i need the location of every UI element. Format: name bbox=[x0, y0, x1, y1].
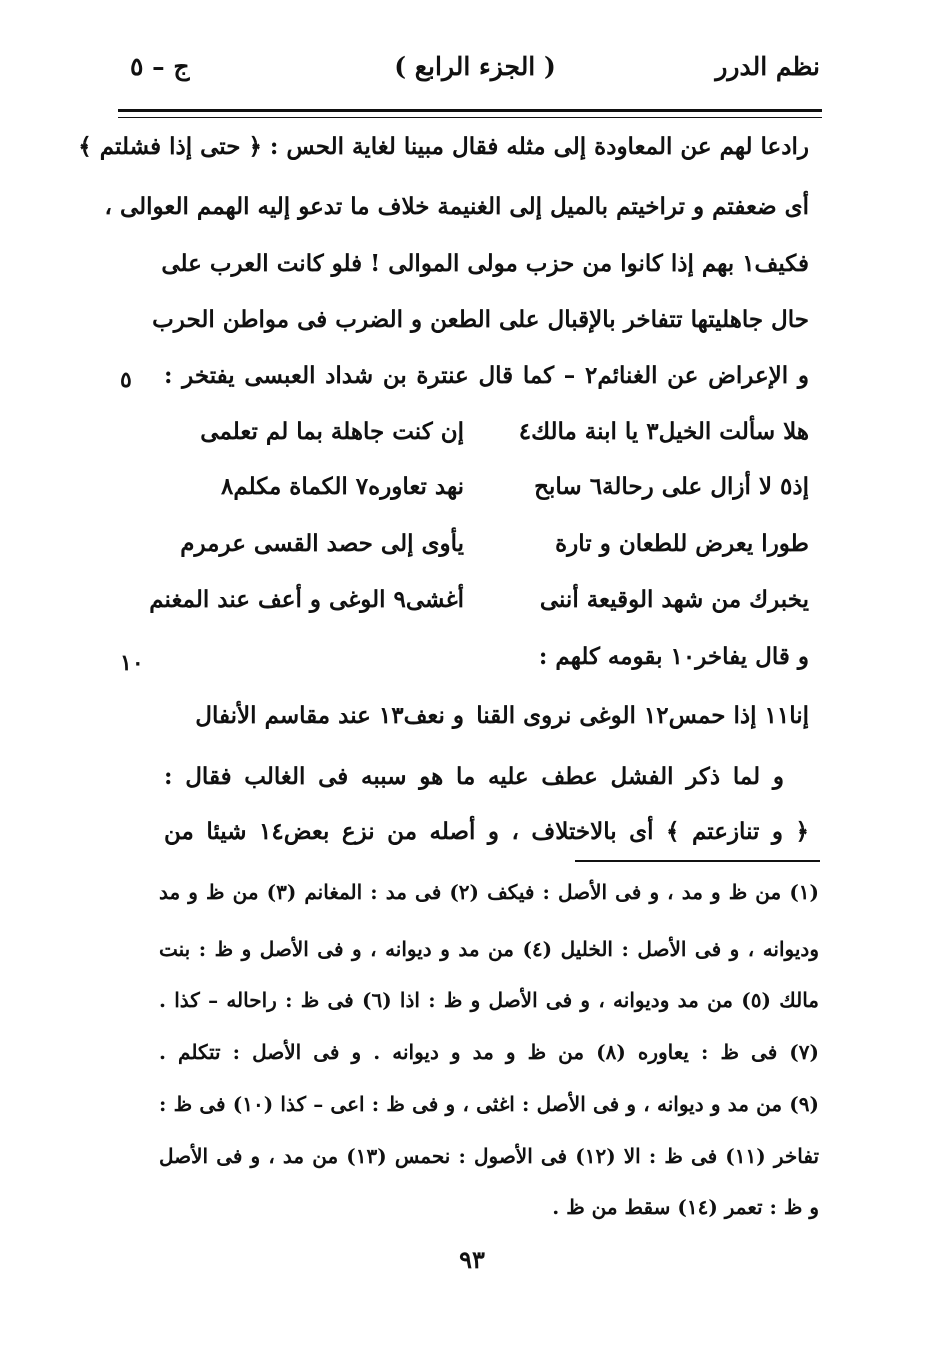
body-line: أى ضعفتم و تراخيتم بالميل إلى الغنيمة خلاف ما تدعو إليه الهمم العوالى ، bbox=[104, 193, 809, 220]
verse-first-hemistich: إنا١١ إذا حمس١٢ الوغى نروى القنا bbox=[476, 702, 809, 729]
footnote-line: و ظ : تعمر (١٤) سقط من ظ . bbox=[552, 1195, 819, 1219]
verse-second-hemistich: نهد تعاوره٧ الكماة مكلم٨ bbox=[221, 473, 464, 500]
body-line: و لما ذكر الفشل عطف عليه ما هو سببه فى الغالب فقال : bbox=[164, 763, 784, 790]
running-header bbox=[130, 52, 820, 102]
volume-label: ج – ٥ bbox=[130, 52, 190, 81]
footnote-line: مالك (٥) من مد وديوانه ، و فى الأصل و ظ : اذا (٦) فى ظ : راحاله – كذا . bbox=[159, 988, 819, 1012]
header-rule-thin bbox=[118, 117, 822, 118]
footnote-line: (١) من ظ و مد ، و فى الأصل : فيكف (٢) فى مد : المغانم (٣) من ظ و مد bbox=[159, 880, 819, 904]
verse-first-hemistich: هلا سألت الخيل٣ يا ابنة مالك٤ bbox=[518, 418, 809, 445]
verse-second-hemistich: إن كنت جاهلة بما لم تعلمى bbox=[200, 418, 464, 445]
verse-first-hemistich: إذ٥ لا أزال على رحالة٦ سابح bbox=[534, 473, 809, 500]
body-line: ﴿ و تنازعتم ﴾ أى بالاختلاف ، و أصله من نزع بعض١٤ شيئا من bbox=[164, 818, 809, 845]
header-rule bbox=[118, 109, 822, 112]
body-line: و الإعراض عن الغنائم٢ – كما قال عنترة بن شداد العبسى يفتخر : bbox=[164, 362, 809, 389]
body-line: و قال يفاخر١٠ بقومه كلهم : bbox=[538, 643, 809, 670]
body-line: حال جاهليتها تتفاخر بالإقبال على الطعن و الضرب فى مواطن الحرب bbox=[152, 306, 809, 333]
verse-second-hemistich: و نعف١٣ عند مقاسم الأنفال bbox=[195, 702, 464, 729]
page-number: ٩٣ bbox=[459, 1245, 485, 1274]
verse-second-hemistich: أغشى٩ الوغى و أعف عند المغنم bbox=[149, 586, 464, 613]
body-line: فكيف١ بهم إذا كانوا من حزب مولى الموالى ! فلو كانت العرب على bbox=[161, 250, 809, 277]
footnote-line: تفاخر (١١) فى ظ : الا (١٢) فى الأصول : نحمس (١٣) من مد ، و فى الأصل bbox=[159, 1144, 820, 1168]
part-label: ( الجزء الرابع ) bbox=[394, 52, 556, 81]
footnote-line: وديوانه ، و فى الأصل : الخليل (٤) من مد و ديوانه ، و فى الأصل و ظ : بنت bbox=[159, 937, 819, 961]
footnote-line: (٧) فى ظ : يعاوره (٨) من ظ و مد و ديوانه . و فى الأصل : تتكلم . bbox=[159, 1040, 819, 1064]
verse-first-hemistich: يخبرك من شهد الوقيعة أننى bbox=[539, 586, 809, 613]
line-number: ٥ bbox=[120, 367, 132, 393]
footnote-line: (٩) من مد و ديوانه ، و فى الأصل : اغثى ، و فى ظ : اعى – كذا (١٠) فى ظ : bbox=[159, 1092, 819, 1116]
body-line: رادعا لهم عن المعاودة إلى مثله فقال مبينا لغاية الحس : ﴿ حتى إذا فشلتم ﴾ bbox=[78, 133, 809, 160]
footnote-rule bbox=[575, 860, 820, 862]
verse-second-hemistich: يأوى إلى حصد القسى عرمرم bbox=[180, 530, 464, 557]
line-number: ١٠ bbox=[120, 650, 144, 676]
verse-first-hemistich: طورا يعرض للطعان و تارة bbox=[555, 530, 809, 557]
book-title: نظم الدرر bbox=[715, 52, 820, 81]
